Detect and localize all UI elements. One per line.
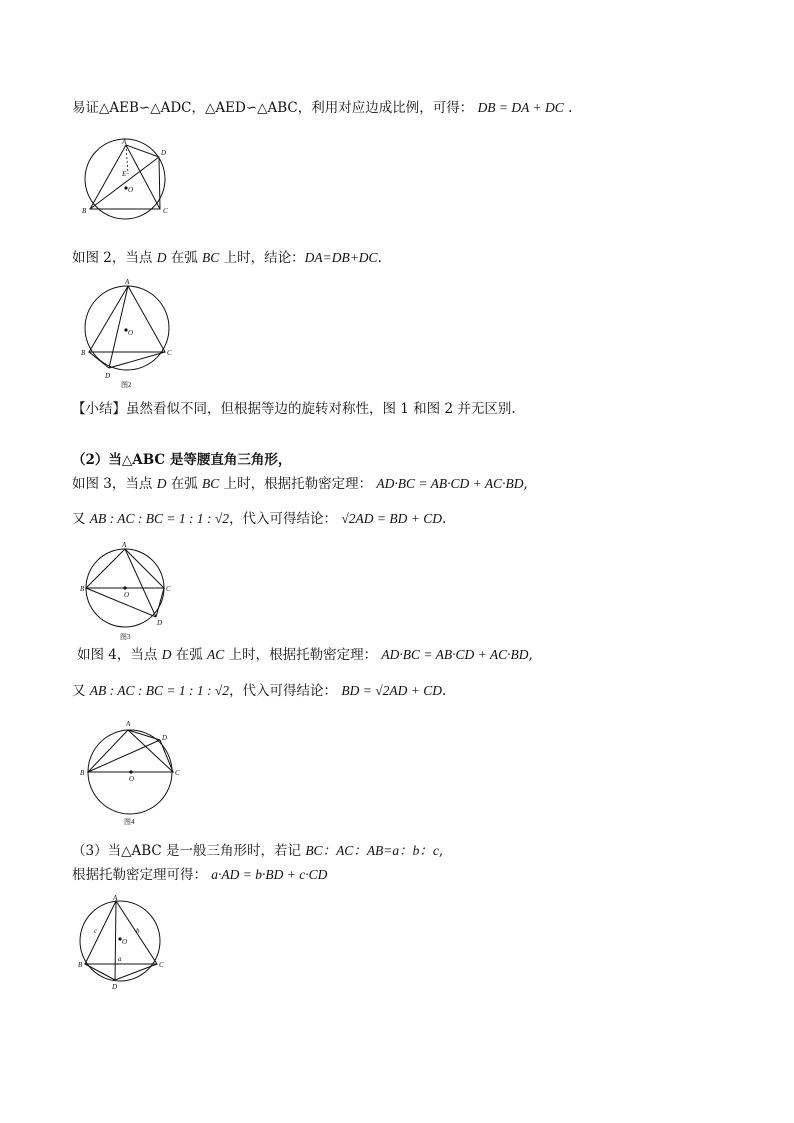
fig4-label-c: C (175, 769, 180, 777)
line6-formula: BD = √2AD + CD (341, 683, 442, 698)
fig3-label-a: A (122, 541, 127, 549)
line2-tail: . (377, 250, 382, 266)
fig5-label-d: D (112, 983, 118, 991)
line1-tail: . (568, 100, 573, 116)
line3-point: D (156, 476, 167, 491)
fig3-label-o: O (124, 591, 130, 599)
text-line-3 (72, 475, 528, 493)
fig2-label-d: D (105, 372, 111, 380)
fig3-label-d: D (157, 619, 163, 627)
summary-line (72, 400, 516, 418)
section3-tail: , (438, 843, 444, 859)
line6-tail: . (441, 683, 447, 699)
line2-arc: BC (202, 250, 220, 265)
fig5-label-a: A (113, 894, 118, 902)
fig1-label-d: D (161, 149, 167, 157)
fig2-label-o: O (128, 329, 134, 337)
line3-prefix: 如图 3，当点 (72, 476, 153, 492)
figure-3 (80, 542, 180, 642)
section-3-heading (72, 842, 443, 860)
figure-2 (80, 278, 180, 391)
fig2-label-b: B (81, 349, 86, 357)
section3-prefix: （3）当△ABC 是一般三角形时，若记 (72, 843, 302, 859)
line3-suffix: 上时，根据托勒密定理： (223, 476, 373, 492)
section-2-heading (72, 451, 291, 469)
line6-prefix: 又 (72, 683, 86, 699)
text-line-2 (72, 249, 382, 267)
fig5-label-b: B (78, 961, 83, 969)
line4-ratio: AB : AC : BC = 1 : 1 : √2 (89, 511, 230, 526)
line4-prefix: 又 (72, 511, 86, 527)
fig5-label-side-a: a (118, 955, 122, 963)
line2-suffix: 上时，结论： (223, 250, 305, 266)
line5-arc: AC (207, 647, 225, 662)
figure-4 (80, 718, 185, 830)
line5-formula: AD·BC = AB·CD + AC·BD (381, 647, 529, 662)
line4-suffix: ，代入可得结论： (229, 511, 338, 527)
line3-tail: , (523, 476, 528, 492)
line5-suffix: 上时，根据托勒密定理： (228, 647, 378, 663)
text-line-6 (72, 682, 446, 700)
line3-formula: AD·BC = AB·CD + AC·BD (376, 476, 524, 491)
line6-ratio: AB : AC : BC = 1 : 1 : √2 (89, 683, 230, 698)
fig1-label-b: B (82, 207, 87, 215)
fig3-caption: 图3 (120, 633, 131, 641)
fig4-label-d: D (162, 734, 168, 742)
line6-suffix: ，代入可得结论： (229, 683, 338, 699)
line4-tail: . (441, 511, 447, 527)
fig2-label-c: C (167, 349, 172, 357)
line1-formula: DB = DA + DC (477, 100, 564, 115)
fig5-label-c: C (159, 961, 164, 969)
summary-text: 虽然看似不同，但根据等边的旋转对称性，图 1 和图 2 并无区别. (126, 401, 516, 417)
fig2-label-a: A (125, 278, 130, 286)
fig4-label-a: A (126, 720, 131, 728)
line5-prefix: 如图 4，当点 (77, 647, 158, 663)
fig1-label-e: E (122, 170, 127, 178)
fig1-label-c: C (163, 207, 168, 215)
section2-title: （2）当△ABC 是等腰直角三角形， (72, 452, 292, 468)
line7-prefix: 根据托勒密定理可得： (72, 867, 207, 883)
line5-mid: 在弧 (175, 647, 203, 663)
line3-arc: BC (202, 476, 220, 491)
text-line-1 (72, 99, 572, 117)
line5-tail: , (528, 647, 533, 663)
fig5-label-side-c: c (94, 927, 98, 935)
text-line-5 (77, 646, 533, 664)
line3-mid: 在弧 (170, 476, 198, 492)
fig3-label-b: B (80, 585, 85, 593)
figure-5 (76, 894, 176, 994)
fig5-label-o: O (122, 938, 128, 946)
fig1-label-o: O (128, 186, 134, 194)
line2-mid: 在弧 (170, 250, 198, 266)
line2-prefix: 如图 2，当点 (72, 250, 153, 266)
text-line-7 (72, 866, 327, 884)
fig4-label-o: O (129, 775, 135, 783)
fig5-label-side-b: b (136, 927, 140, 935)
line1-text: 易证△AEB∽△ADC，△AED∽△ABC，利用对应边成比例，可得： (72, 100, 474, 116)
text-line-4 (72, 510, 446, 528)
line2-point: D (156, 250, 167, 265)
fig3-label-c: C (166, 585, 171, 593)
fig4-caption: 图4 (124, 818, 135, 826)
figure-1 (76, 138, 176, 220)
summary-bracket: 【小结】 (72, 401, 126, 417)
fig2-caption: 图2 (121, 381, 132, 389)
line4-formula: √2AD = BD + CD (341, 511, 442, 526)
fig4-label-b: B (80, 769, 85, 777)
fig1-label-a: A (122, 138, 127, 146)
section3-ratio: BC：AC：AB=a：b：c (305, 843, 439, 858)
line7-formula: a·AD = b·BD + c·CD (211, 867, 328, 882)
line2-formula: DA=DB+DC (304, 250, 378, 265)
line5-point: D (161, 647, 172, 662)
